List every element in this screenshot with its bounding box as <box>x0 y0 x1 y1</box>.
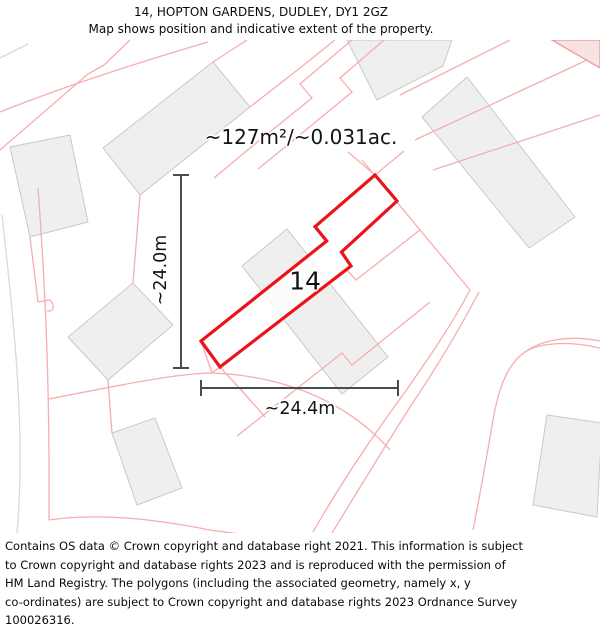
parcel-boundary-line <box>348 151 404 175</box>
road-line <box>2 215 20 533</box>
parcel-boundary-line <box>0 40 130 150</box>
page-subtitle: Map shows position and indicative extent of the property. <box>88 22 434 36</box>
parcel-wedge <box>552 40 600 68</box>
parcel-boundary-line <box>521 338 600 355</box>
copyright-notice <box>5 537 598 625</box>
parcel-boundary-line <box>415 54 600 140</box>
parcel-boundary-line <box>220 367 265 417</box>
building-footprint <box>347 40 452 100</box>
map-canvas <box>0 40 600 533</box>
parcel-boundary-line <box>213 40 247 62</box>
area-label: ~127m²/~0.031ac. <box>204 125 398 149</box>
building-footprint <box>112 418 182 505</box>
copyright-line: HM Land Registry. The polygons (including the associated geometry, namely x, y <box>5 576 471 591</box>
plot-number-label: 14 <box>289 266 321 296</box>
building-footprint <box>10 135 88 237</box>
page-title: 14, HOPTON GARDENS, DUDLEY, DY1 2GZ <box>133 5 389 19</box>
road-line <box>0 44 28 58</box>
copyright-line: to Crown copyright and database rights 2023 and is reproduced with the permission of <box>5 557 506 572</box>
width-dimension-line <box>201 380 398 396</box>
height-dimension-label: ~24.0m <box>151 234 171 306</box>
parcel-boundary-line <box>49 517 313 533</box>
copyright-line: co-ordinates) are subject to Crown copyright and database rights 2023 Ordnance Survey <box>5 594 518 609</box>
building-footprint <box>533 415 600 517</box>
parcel-boundary-line <box>30 237 38 302</box>
page-header <box>0 4 522 38</box>
copyright-line: Contains OS data © Crown copyright and database right 2021. This information is subject <box>5 539 524 553</box>
height-dimension-line <box>173 175 189 368</box>
width-dimension-label: ~24.4m <box>264 399 336 419</box>
parcel-boundary-line <box>133 195 140 283</box>
parcel-boundary-line <box>250 40 335 107</box>
parcel-boundary-line <box>38 188 49 520</box>
building-footprint <box>422 77 575 248</box>
copyright-line: 100026316. <box>5 613 75 625</box>
